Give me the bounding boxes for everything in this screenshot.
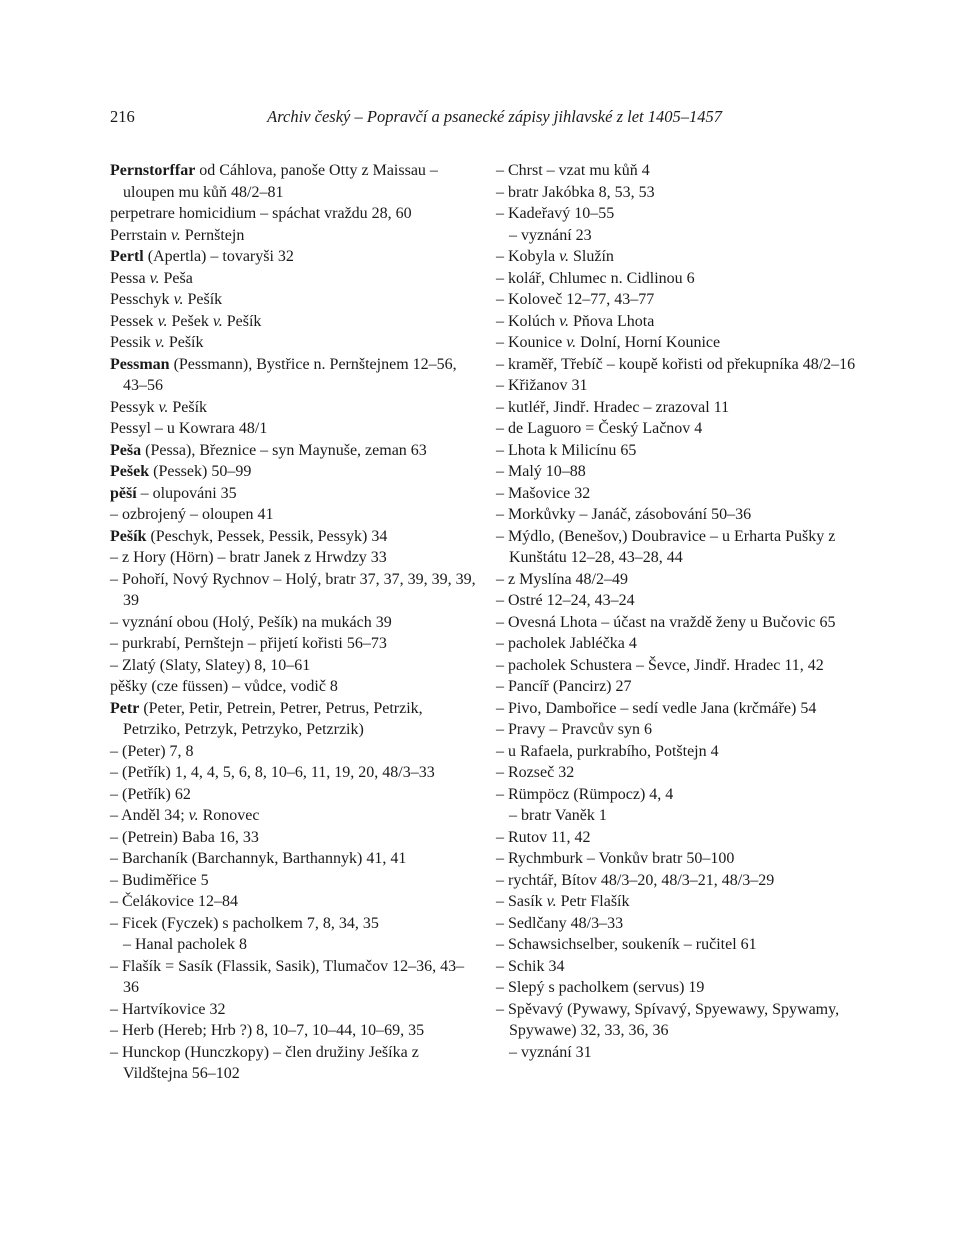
- entry-text: – de Laguoro = Český Lačnov 4: [496, 420, 703, 437]
- index-entry: [110, 354, 480, 397]
- entry-text: – Chrst – vzat mu kůň 4: [496, 162, 650, 179]
- index-entry: [496, 891, 860, 913]
- index-entry: [110, 633, 480, 655]
- entry-text: – pacholek Jabléčka 4: [496, 635, 637, 652]
- entry-text: – Kolúch: [496, 312, 560, 330]
- entry-text: – Barchaník (Barchannyk, Barthannyk) 41, 41: [110, 850, 407, 867]
- index-entry: [110, 698, 480, 741]
- index-entry: [496, 719, 860, 741]
- running-title: Archiv český – Popravčí a psanecké zápisy jihlavské z let 1405–1457: [267, 107, 722, 126]
- index-entry: [110, 762, 480, 784]
- cross-reference: v.: [157, 312, 168, 330]
- entry-text: Pessa: [110, 269, 150, 287]
- index-entry: [110, 397, 480, 419]
- index-entry: [496, 311, 860, 333]
- entry-text: Služín: [569, 248, 614, 265]
- entry-text: – Pivo, Dambořice – sedí vedle Jana (krčmáře) 54: [496, 699, 817, 717]
- cross-reference: v.: [188, 807, 199, 824]
- index-column-right: [496, 160, 860, 1063]
- headword: Petr: [110, 699, 140, 717]
- index-entry: [110, 934, 480, 956]
- index-entry: [496, 203, 860, 225]
- entry-text: – Hunckop (Hunczkopy) – člen družiny Ješíka z Vildštejna 56–102: [110, 1043, 419, 1082]
- headword: Peša: [110, 441, 142, 459]
- entry-text: Pňova Lhota: [569, 312, 655, 330]
- index-entry: [110, 440, 480, 462]
- entry-text: – (Petřík) 1, 4, 4, 5, 6, 8, 10–6, 11, 19, 20, 48/3–33: [110, 764, 435, 781]
- index-entry: [110, 913, 480, 935]
- index-entry: [110, 289, 480, 311]
- index-entry: [110, 612, 480, 634]
- index-entry: [496, 160, 860, 182]
- entry-text: Pernštejn: [180, 226, 245, 244]
- index-entry: [496, 397, 860, 419]
- entry-text: (Peschyk, Pessek, Pessik, Pessyk) 34: [146, 527, 388, 545]
- entry-text: – Kobyla: [496, 248, 560, 265]
- entry-text: – Sasík: [496, 893, 547, 910]
- entry-text: – Mýdlo, (Benešov,) Doubravice – u Erharta Pušky z Kunštátu 12–28, 43–28, 44: [496, 527, 836, 566]
- entry-text: – Rutov 11, 42: [496, 828, 591, 846]
- index-entry: [496, 483, 860, 505]
- page-number: 216: [110, 107, 135, 126]
- index-entry: [110, 203, 480, 225]
- entry-text: – u Rafaela, purkrabího, Potštejn 4: [496, 742, 719, 760]
- entry-text: perpetrare homicidium – spáchat vraždu 28, 60: [110, 205, 412, 222]
- entry-text: – olupováni 35: [136, 484, 237, 502]
- entry-text: – Schawsichselber, soukeník – ručitel 61: [496, 936, 757, 953]
- entry-text: – Slepý s pacholkem (servus) 19: [496, 979, 705, 996]
- index-entry: [496, 182, 860, 204]
- entry-text: (Pessek) 50–99: [149, 463, 252, 480]
- index-entry: [110, 805, 480, 827]
- entry-text: – Pohoří, Nový Rychnov – Holý, bratr 37, 37, 39, 39, 39, 39: [110, 570, 476, 609]
- cross-reference: v.: [149, 269, 160, 287]
- index-entry: [110, 483, 480, 505]
- entry-text: – vyznání 23: [509, 226, 592, 244]
- index-entry: [496, 913, 860, 935]
- index-entry: [110, 870, 480, 892]
- entry-text: – Křižanov 31: [496, 377, 588, 394]
- entry-text: – Schik 34: [496, 957, 565, 975]
- entry-text: – rychtář, Bítov 48/3–20, 48/3–21, 48/3–29: [496, 871, 775, 889]
- index-entry: [110, 225, 480, 247]
- index-entry: [496, 612, 860, 634]
- entry-text: – z Myslína 48/2–49: [496, 570, 628, 588]
- entry-text: Pešík: [164, 334, 204, 351]
- entry-text: – vyznání 31: [509, 1043, 592, 1061]
- entry-text: – Morkůvky – Janáč, zásobování 50–36: [496, 506, 752, 523]
- index-entry: [496, 590, 860, 612]
- entry-text: – Lhota k Milicínu 65: [496, 441, 637, 459]
- entry-text: – Rychmburk – Vonkův bratr 50–100: [496, 850, 735, 867]
- entry-text: (Apertla) – tovaryši 32: [143, 248, 294, 265]
- index-entry: [110, 547, 480, 569]
- index-entry: [110, 827, 480, 849]
- cross-reference: v.: [566, 334, 577, 351]
- index-entry: [496, 526, 860, 569]
- index-entry: [110, 160, 480, 203]
- entry-text: Ronovec: [198, 807, 260, 824]
- index-entry: [110, 1020, 480, 1042]
- cross-reference: v.: [170, 226, 181, 244]
- entry-text: Pessyl – u Kowrara 48/1: [110, 420, 268, 437]
- entry-text: Pešík: [222, 312, 262, 330]
- index-entry: [110, 848, 480, 870]
- entry-text: – Hanal pacholek 8: [123, 936, 247, 953]
- entry-text: Pešík: [168, 398, 208, 416]
- entry-text: Pešík: [183, 291, 223, 308]
- index-entry: [496, 676, 860, 698]
- cross-reference: v.: [559, 312, 570, 330]
- index-entry: [110, 741, 480, 763]
- entry-text: pěšky (cze füssen) – vůdce, vodič 8: [110, 678, 338, 695]
- entry-text: – Spěvavý (Pywawy, Spívavý, Spyewawy, Spywamy, Spywawe) 32, 33, 36, 36: [496, 1000, 840, 1039]
- index-entry: [496, 956, 860, 978]
- entry-text: – Zlatý (Slaty, Slatey) 8, 10–61: [110, 656, 311, 674]
- entry-text: (Pessmann), Bystřice n. Pernštejnem 12–56, 43–56: [123, 355, 457, 394]
- entry-text: – vyznání obou (Holý, Pešík) na mukách 39: [110, 613, 392, 631]
- entry-text: – bratr Vaněk 1: [509, 807, 607, 824]
- index-entry: [496, 354, 860, 376]
- index-entry: [496, 289, 860, 311]
- index-entry: [496, 741, 860, 763]
- entry-text: – Čelákovice 12–84: [110, 893, 238, 910]
- cross-reference: v.: [559, 248, 570, 265]
- index-entry: [496, 655, 860, 677]
- index-entry: [110, 956, 480, 999]
- entry-text: Peša: [159, 269, 193, 287]
- headword: pěší: [110, 484, 137, 502]
- entry-text: – Budiměřice 5: [110, 871, 209, 889]
- entry-text: – Koloveč 12–77, 43–77: [496, 291, 655, 308]
- entry-text: – purkrabí, Pernštejn – přijetí kořisti 56–73: [110, 635, 387, 652]
- headword: Pernstorffar: [110, 162, 196, 179]
- index-entry: [110, 268, 480, 290]
- index-entry: [110, 784, 480, 806]
- index-entry: [496, 698, 860, 720]
- index-entry: [496, 784, 860, 806]
- entry-text: – z Hory (Hörn) – bratr Janek z Hrwdzy 33: [110, 549, 387, 566]
- index-entry: [496, 762, 860, 784]
- entry-text: – Kounice: [496, 334, 567, 351]
- index-column-left: [110, 160, 480, 1085]
- index-entry: [496, 870, 860, 892]
- index-entry: [496, 268, 860, 290]
- index-entry: [496, 504, 860, 526]
- index-entry: [110, 1042, 480, 1085]
- index-entry: [496, 805, 860, 827]
- entry-text: – kolář, Chlumec n. Cidlinou 6: [496, 269, 695, 287]
- entry-text: Pessyk: [110, 398, 159, 416]
- index-entry: [110, 526, 480, 548]
- index-entry: [496, 827, 860, 849]
- headword: Pešek: [110, 463, 150, 480]
- entry-text: – Ovesná Lhota – účast na vraždě ženy u Bučovic 65: [496, 613, 836, 631]
- index-entry: [496, 332, 860, 354]
- entry-text: – Flašík = Sasík (Flassik, Sasik), Tlumačov 12–36, 43–36: [110, 957, 465, 996]
- entry-text: – Kadeřavý 10–55: [496, 205, 615, 222]
- entry-text: – ozbrojený – oloupen 41: [110, 506, 274, 523]
- entry-text: – pacholek Schustera – Ševce, Jindř. Hradec 11, 42: [496, 656, 824, 674]
- entry-text: – (Peter) 7, 8: [110, 742, 194, 760]
- entry-text: – Mašovice 32: [496, 484, 591, 502]
- index-entry: [496, 633, 860, 655]
- cross-reference: v.: [158, 398, 169, 416]
- entry-text: – Rozseč 32: [496, 764, 575, 781]
- entry-text: Petr Flašík: [556, 893, 630, 910]
- index-entry: [110, 504, 480, 526]
- cross-reference: v.: [173, 291, 184, 308]
- index-entry: [496, 934, 860, 956]
- headword: Pessman: [110, 355, 170, 373]
- index-entry: [496, 1042, 860, 1064]
- entry-text: (Pessa), Březnice – syn Maynuše, zeman 63: [141, 441, 427, 459]
- entry-text: – Hartvíkovice 32: [110, 1000, 226, 1018]
- headword: Pertl: [110, 248, 144, 265]
- index-entry: [110, 569, 480, 612]
- index-entry: [496, 375, 860, 397]
- entry-text: Dolní, Horní Kounice: [576, 334, 721, 351]
- entry-text: – Pravy – Pravcův syn 6: [496, 721, 652, 738]
- entry-text: – Ostré 12–24, 43–24: [496, 592, 635, 609]
- entry-text: Perrstain: [110, 226, 171, 244]
- index-entry: [110, 999, 480, 1021]
- entry-text: – (Petrein) Baba 16, 33: [110, 828, 259, 846]
- index-entry: [110, 332, 480, 354]
- index-entry: [496, 225, 860, 247]
- index-entry: [496, 440, 860, 462]
- entry-text: – Pancíř (Pancirz) 27: [496, 678, 632, 695]
- index-entry: [496, 418, 860, 440]
- index-entry: [110, 461, 480, 483]
- cross-reference: v.: [212, 312, 223, 330]
- entry-text: – bratr Jakóbka 8, 53, 53: [496, 183, 655, 201]
- entry-text: Pešek: [167, 312, 213, 330]
- entry-text: – Anděl 34;: [110, 807, 189, 824]
- headword: Pešík: [110, 527, 147, 545]
- entry-text: – Rümpöcz (Rümpocz) 4, 4: [496, 785, 674, 803]
- entry-text: – (Petřík) 62: [110, 785, 191, 803]
- index-entry: [496, 569, 860, 591]
- entry-text: od Cáhlova, panoše Otty z Maissau – uloupen mu kůň 48/2–81: [123, 162, 438, 201]
- entry-text: – Ficek (Fyczek) s pacholkem 7, 8, 34, 35: [110, 914, 379, 932]
- entry-text: – kraměř, Třebíč – koupě kořisti od překupníka 48/2–16: [496, 355, 856, 373]
- index-entry: [496, 461, 860, 483]
- entry-text: – Herb (Hereb; Hrb ?) 8, 10–7, 10–44, 10–69, 35: [110, 1022, 425, 1039]
- index-entry: [496, 977, 860, 999]
- index-entry: [110, 311, 480, 333]
- cross-reference: v.: [154, 334, 165, 351]
- page-header: [110, 104, 722, 130]
- entry-text: Pesschyk: [110, 291, 174, 308]
- index-entry: [110, 418, 480, 440]
- entry-text: Pessek: [110, 312, 158, 330]
- cross-reference: v.: [546, 893, 557, 910]
- index-entry: [496, 848, 860, 870]
- index-entry: [110, 891, 480, 913]
- entry-text: – Sedlčany 48/3–33: [496, 914, 624, 932]
- entry-text: – Malý 10–88: [496, 463, 586, 480]
- index-entry: [110, 676, 480, 698]
- index-entry: [496, 999, 860, 1042]
- index-entry: [496, 246, 860, 268]
- entry-text: (Peter, Petir, Petrein, Petrer, Petrus, Petrzik, Petrziko, Petrzyk, Petrzyko, Petzrzik): [123, 699, 423, 738]
- entry-text: Pessik: [110, 334, 155, 351]
- entry-text: – kutléř, Jindř. Hradec – zrazoval 11: [496, 398, 730, 416]
- index-entry: [110, 246, 480, 268]
- index-entry: [110, 655, 480, 677]
